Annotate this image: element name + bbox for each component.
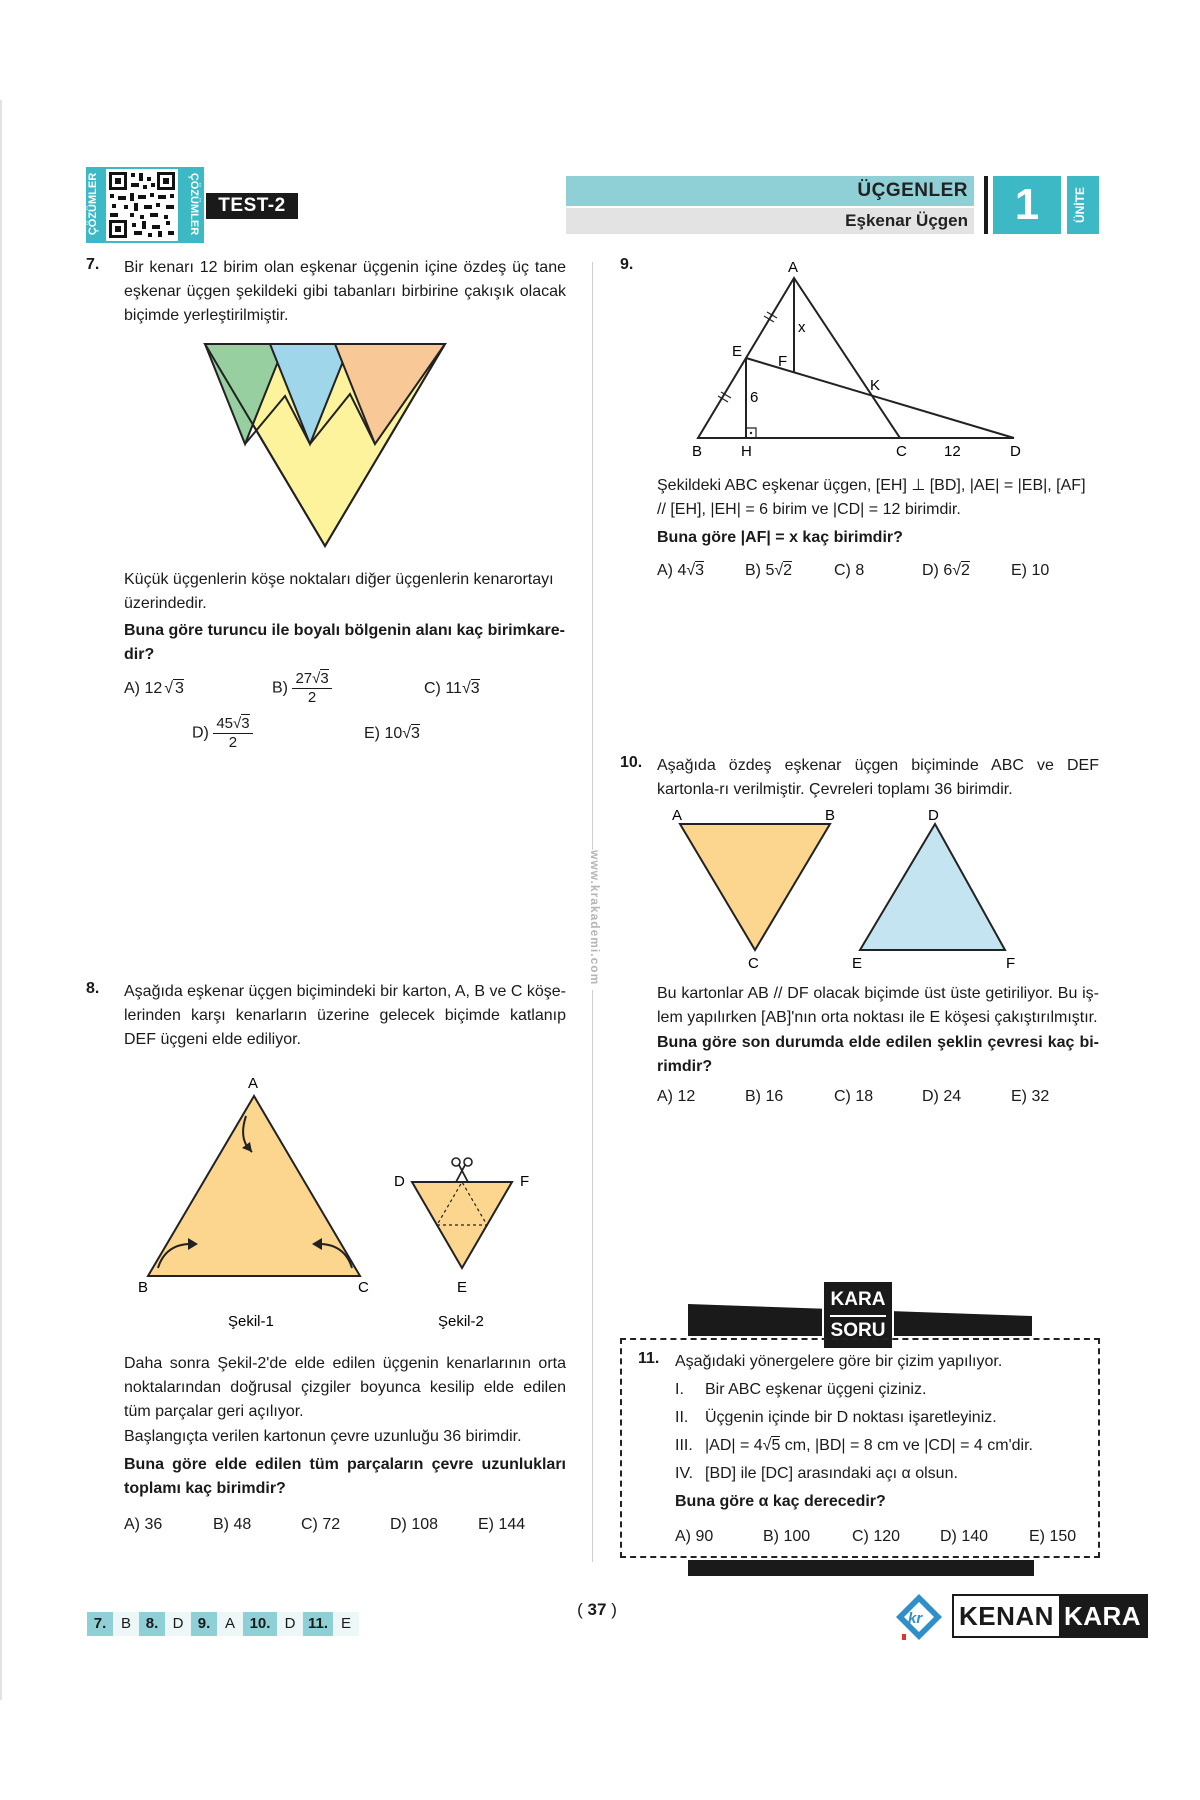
- q8-figure: [130, 1068, 550, 1338]
- sqrt-sign: √: [952, 562, 962, 579]
- q11-step-1: [675, 1378, 926, 1402]
- q8-label-d: D: [394, 1173, 405, 1190]
- q8-label-c: C: [358, 1279, 369, 1296]
- q11-option-c[interactable]: C) 120: [852, 1528, 901, 1545]
- q7-option-c-radicand: 3: [470, 680, 480, 697]
- q7-option-d-num-rad: 3: [241, 715, 250, 732]
- q8-option-d[interactable]: D) 108: [390, 1516, 439, 1533]
- q10-option-a[interactable]: A) 12: [657, 1088, 696, 1105]
- sqrt-sign: √: [686, 562, 696, 579]
- q11-step-2: [675, 1406, 997, 1430]
- q9-option-a-coef: 4: [677, 562, 687, 579]
- topic-title: ÜÇGENLER: [857, 180, 968, 201]
- q9-label-d: D: [1010, 443, 1021, 460]
- brand-name: [952, 1594, 1148, 1638]
- unit-number: 1: [1014, 180, 1040, 229]
- brand-logo-text: kr: [908, 1610, 923, 1627]
- q11-option-d[interactable]: D) 140: [940, 1528, 989, 1545]
- q10-figure: [660, 800, 1040, 976]
- q8-label-a: A: [248, 1075, 259, 1092]
- q8-text: Aşağıda eşkenar üçgen biçimindeki bir karton, A, B ve C köşe-lerinden karşı kenarların üzerine gelecek biçimde katlanıp DEF üçgeni elde ediliyor.: [124, 983, 566, 1048]
- q7-text: Bir kenarı 12 birim olan eşkenar üçgenin içine özdeş üç tane eşkenar üçgen şekildeki gibi tabanları birbirine çakışık olacak biçimde yerleştirilmiştir.: [124, 259, 566, 324]
- page-bracket-left-icon: (: [577, 1600, 583, 1619]
- q7-option-e-coef: 10: [384, 725, 403, 742]
- answer-key: [87, 1612, 359, 1636]
- q10-option-e[interactable]: E) 32: [1011, 1088, 1050, 1105]
- q9-option-b-radicand: 2: [783, 562, 793, 579]
- header-separator: [984, 176, 988, 234]
- q11-step-4-text: [BD] ile [DC] arasındaki açı α olsun.: [705, 1465, 958, 1482]
- q9-option-a[interactable]: [657, 562, 704, 580]
- q7-option-e-radicand: 3: [411, 725, 420, 742]
- q11-option-e[interactable]: E) 150: [1029, 1528, 1077, 1545]
- q7-figure: [200, 336, 450, 550]
- q10-option-b[interactable]: B) 16: [745, 1088, 784, 1105]
- answer-key-a: D: [165, 1612, 191, 1636]
- brand-name-1: KENAN: [959, 1600, 1054, 1631]
- q9-option-a-label: A): [657, 562, 673, 579]
- q7-option-d-num-coef: 45: [216, 715, 234, 732]
- q8-label-f: F: [520, 1173, 530, 1190]
- sqrt-sign: √: [164, 680, 174, 697]
- q10-question: Buna göre son durumda elde edilen şeklin çevresi kaç bi-rimdir?: [657, 1034, 1099, 1075]
- answer-key-q: 10.: [243, 1612, 277, 1636]
- q11-step-3-num: III.: [675, 1437, 693, 1454]
- q8-option-a[interactable]: A) 36: [124, 1516, 163, 1533]
- q9-option-d-radicand: 2: [961, 562, 970, 579]
- sqrt-sign: √: [774, 562, 784, 579]
- q8-fig1-triangle: [148, 1096, 360, 1276]
- q9-figure: [680, 256, 1030, 466]
- q10-option-d[interactable]: D) 24: [922, 1088, 962, 1105]
- q11-step-3: [675, 1434, 1033, 1458]
- q9-question: Buna göre |AF| = x kaç birimdir?: [657, 529, 903, 546]
- q9-label-f: F: [778, 353, 788, 370]
- q11-step-3-radicand: 5: [771, 1437, 781, 1454]
- q7-option-b-fraction: [292, 670, 331, 707]
- q9-option-b-coef: 5: [765, 562, 775, 579]
- sqrt-sign: √: [461, 680, 471, 697]
- q7-option-b-num-coef: 27: [295, 670, 313, 687]
- qr-right-label: ÇÖZÜMLER: [188, 172, 200, 236]
- q11-question: Buna göre α kaç derecedir?: [675, 1493, 886, 1510]
- q9-option-b-label: B): [745, 562, 761, 579]
- q9-label-x: x: [798, 319, 806, 336]
- q7-option-d-den: 2: [228, 734, 238, 751]
- q9-option-c[interactable]: C) 8: [834, 562, 865, 579]
- q9-label-b: B: [692, 443, 703, 460]
- q11-step-4-num: IV.: [675, 1465, 694, 1482]
- q11-step-4: [675, 1462, 958, 1486]
- q10-label-a: A: [672, 807, 683, 824]
- q9-option-d-label: D): [922, 562, 939, 579]
- q10-text2: Bu kartonlar AB // DF olacak biçimde üst üste getiriliyor. Bu iş-lem yapılırken [AB]'nın orta noktası ile E köşesi çakıştırılmıştır.: [657, 985, 1099, 1026]
- q10-label-e: E: [852, 955, 863, 972]
- q7-option-b-den: 2: [307, 689, 317, 706]
- q7-option-b-label: B): [272, 679, 288, 697]
- answer-key-q: 11.: [303, 1612, 333, 1636]
- q7-note: Küçük üçgenlerin köşe noktaları diğer üçgenlerin kenarortayı üzerindedir.: [124, 571, 554, 612]
- answer-key-q: 7.: [87, 1612, 113, 1636]
- sqrt-sign: √: [233, 715, 242, 732]
- q10-triangle-def: [860, 824, 1005, 950]
- answer-key-q: 9.: [191, 1612, 217, 1636]
- q11-option-a[interactable]: A) 90: [675, 1528, 714, 1545]
- q7-option-d[interactable]: [192, 715, 253, 752]
- q9-number: 9.: [620, 256, 634, 273]
- watermark-text: www.krakademi.com: [588, 850, 602, 986]
- q7-option-a[interactable]: [124, 680, 184, 698]
- q8-label-b: B: [138, 1279, 149, 1296]
- q7-option-c[interactable]: [424, 680, 480, 698]
- q9-segment-ed: [746, 358, 1014, 438]
- subtopic-title: Eşkenar Üçgen: [845, 211, 968, 230]
- q7-option-d-label: D): [192, 724, 209, 742]
- sqrt-sign: √: [762, 1437, 772, 1454]
- q7-option-b[interactable]: [272, 670, 332, 707]
- q7-option-e[interactable]: [364, 725, 420, 743]
- q10-label-c: C: [748, 955, 759, 972]
- q7-question: Buna göre turuncu ile boyalı bölgenin alanı kaç birimkare-dir?: [124, 622, 565, 663]
- kr-logo-icon: [894, 1592, 944, 1642]
- q7-option-c-coef: 11: [445, 680, 462, 697]
- kara-soru-line1: KARA: [830, 1289, 886, 1310]
- q11-step-3-pre: |AD| = 4: [705, 1437, 763, 1454]
- q11-intro: Aşağıdaki yönergelere göre bir çizim yapılıyor.: [675, 1353, 1003, 1370]
- q8-option-b[interactable]: B) 48: [213, 1516, 252, 1533]
- q7-option-b-num-rad: 3: [320, 670, 329, 687]
- q7-option-a-radicand: 3: [175, 680, 184, 697]
- q11-option-b[interactable]: B) 100: [763, 1528, 811, 1545]
- q7-option-d-fraction: [213, 715, 252, 752]
- q8-option-e[interactable]: E) 144: [478, 1516, 526, 1533]
- test-label: TEST-2: [206, 193, 298, 219]
- q8-text3: Başlangıçta verilen kartonun çevre uzunluğu 36 birimdir.: [124, 1428, 522, 1445]
- q10-label-b: B: [825, 807, 836, 824]
- answer-key-a: B: [113, 1612, 139, 1636]
- q10-label-f: F: [1006, 955, 1016, 972]
- q7-number: 7.: [86, 256, 100, 273]
- q9-text: Şekildeki ABC eşkenar üçgen, [EH] ⊥ [BD], |AE| = |EB|, [AF] // [EH], |EH| = 6 birim ve |CD| = 12 birimdir.: [657, 477, 1086, 518]
- q9-option-a-radicand: 3: [695, 562, 705, 579]
- unit-number-box: [993, 176, 1061, 234]
- q7-option-e-label: E): [364, 725, 380, 742]
- q8-option-c[interactable]: C) 72: [301, 1516, 341, 1533]
- page-number-value: 37: [587, 1600, 607, 1619]
- q11-step-1-num: I.: [675, 1381, 684, 1398]
- q11-step-1-text: Bir ABC eşkenar üçgeni çiziniz.: [705, 1381, 927, 1398]
- q11-number: 11.: [638, 1350, 660, 1367]
- q9-option-b[interactable]: [745, 562, 792, 580]
- q10-option-c[interactable]: C) 18: [834, 1088, 874, 1105]
- q9-option-e[interactable]: E) 10: [1011, 562, 1050, 579]
- q9-option-d-coef: 6: [943, 562, 953, 579]
- q7-option-c-label: C): [424, 680, 441, 697]
- sqrt-sign: √: [402, 725, 412, 742]
- scissors-icon: [452, 1158, 472, 1182]
- q9-label-6: 6: [750, 389, 759, 406]
- q11-step-3-post: cm, |BD| = 8 cm ve |CD| = 4 cm'dir.: [780, 1437, 1033, 1454]
- answer-key-a: A: [217, 1612, 243, 1636]
- q9-option-d[interactable]: [922, 562, 970, 580]
- q7-option-a-coef: 12: [144, 680, 163, 697]
- q9-triangle-abc: [698, 278, 900, 438]
- page-number: [572, 1600, 622, 1620]
- q9-label-c: C: [896, 443, 907, 460]
- answer-key-a: E: [333, 1612, 359, 1636]
- qr-left-label: ÇÖZÜMLER: [87, 172, 99, 236]
- q8-label-e: E: [457, 1279, 468, 1296]
- sqrt-sign: √: [312, 670, 321, 687]
- unit-label: ÜNİTE: [1073, 187, 1087, 223]
- q9-label-h: H: [741, 443, 752, 460]
- q9-label-a: A: [788, 259, 799, 276]
- kara-soru-line2: SORU: [830, 1315, 886, 1345]
- qr-code[interactable]: [106, 169, 178, 241]
- q10-text: Aşağıda özdeş eşkenar üçgen biçiminde ABC ve DEF kartonla-rı verilmiştir. Çevreleri toplamı 36 birimdir.: [657, 757, 1099, 798]
- q10-label-d: D: [928, 807, 939, 824]
- unit-label-box: [1067, 176, 1099, 234]
- q8-number: 8.: [86, 980, 100, 997]
- q8-fig1-caption: Şekil-1: [228, 1313, 274, 1330]
- q8-question: Buna göre elde edilen tüm parçaların çevre uzunlukları toplamı kaç birimdir?: [124, 1456, 566, 1497]
- q11-bottom-bar: [688, 1560, 1034, 1576]
- q9-label-e: E: [732, 343, 743, 360]
- q8-text2: Daha sonra Şekil-2'de elde edilen üçgenin kenarlarının orta noktalarından doğrusal çizgiler boyunca kesilip elde edilen tüm parçalar geri açılıyor.: [124, 1355, 566, 1420]
- brand-logo: [894, 1592, 944, 1642]
- qr-code-icon: [106, 169, 178, 241]
- q9-label-k: K: [870, 377, 881, 394]
- q11-step-2-text: Üçgenin içinde bir D noktası işaretleyiniz.: [705, 1409, 997, 1426]
- q10-triangle-abc: [680, 824, 830, 950]
- q9-label-12: 12: [944, 443, 961, 460]
- brand-name-2: KARA: [1059, 1596, 1146, 1636]
- q10-number: 10.: [620, 754, 643, 771]
- q8-fig2-caption: Şekil-2: [438, 1313, 484, 1330]
- q11-step-2-num: II.: [675, 1409, 689, 1426]
- answer-key-a: D: [277, 1612, 303, 1636]
- page-bracket-right-icon: ): [611, 1600, 617, 1619]
- qr-block: [86, 167, 204, 243]
- q7-option-a-label: A): [124, 680, 140, 697]
- answer-key-q: 8.: [139, 1612, 165, 1636]
